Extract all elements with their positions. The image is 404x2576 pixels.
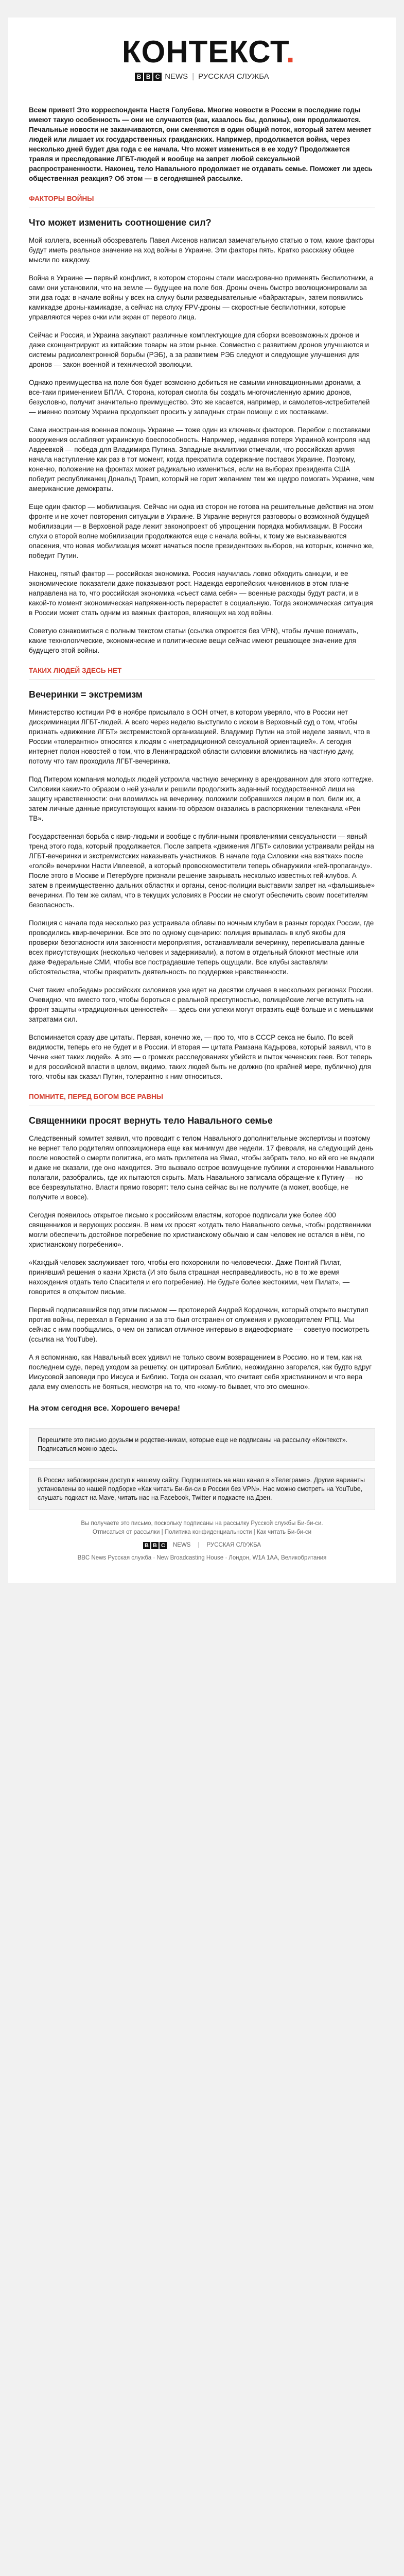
paragraph: Следственный комитет заявил, что проводит с телом Навального дополнительные экспертизы и поэтому не вернет тело родителям оппозиционера еще как минимум две недели. 17 февраля, на следующий день после новостей о смерти политика, его мать прилетела на Ямал, чтобы забрать тело, но ей его не выдали и даже не сказали, где оно находится. Это вызвало острое возмущение публики и сторонники Навального полагали, разобрались, где их пытаются скрыть. Мать Навального записала обращение к Путину — но все безрезультатно. Власти прямо говорят: тело сына сейчас вы не получите (а может, вообще, не получите и вовсе).: [29, 1134, 375, 1201]
paragraph: Сейчас и Россия, и Украина закупают различные комплектующие для сборки всевозможных дронов и даже сконцентрируют из китайские товары на этом рынке. Совместно с развитием дронов улучшаются и системы радиоэлектронной борьбы (РЭБ), а за развитием РЭБ следуют и следующие улучшения для дронов — закон военной и технической эволюции.: [29, 331, 369, 368]
section-title-war: Что может изменить соотношение сил?: [29, 217, 212, 228]
paragraph: Под Питером компания молодых людей устроила частную вечеринку в арендованном для этого коттедже. Силовики каким-то образом о ней узнали и решили продолжить заданный государственной лиши на защиту нравственности: они вломились на вечеринку, положили собравшихся лицом в пол, били их, а затем личные данные присутствующих каким-то образом оказались в распоряжении телеканала «Рен ТВ».: [29, 775, 374, 822]
header: [8, 18, 396, 100]
content: [8, 105, 396, 1413]
footer-line: Вы получаете это письмо, поскольку подписаны на рассылку Русской службы Би-би-си.: [81, 1520, 323, 1527]
paragraph: Полиция с начала года несколько раз устраивала облавы по ночным клубам в разных городах России, где проводились квир-вечеринки. Все это по одному сценарию: полиция врывалась в клуб якобы для проверки безопасности или законности мероприятия, останавливали вечеринку, переписывала данные всех присутствующих (несколько человек и задерживали), а потом в отдельный блокнот местные или даже Федеральные СМИ, чтобы все пострадавшие теперь ощущали. Все клубы заставляли обстоятельства, чтобы прекратить деятельность по поддержке нравственности.: [29, 919, 374, 976]
paragraph: Государственная борьба с квир-людьми и вообще с публичными проявлениями сексуальности — явный тренд этого года, который продолжается. После запрета «движения ЛГБТ» силовики устраивали рейды на ЛГБТ-вечеринки и экстремистских наказывать участников. В начале года Силовики «на взятках» после «голой» вечеринки Насти Ивлеевой, а который провоскоместители теперь обнаружили «гей-пропаганду». После этого в Москве и Петербурге признали решение закрывать несколько известных гей-клубов. А затем в преимущественно дальних областях и органы, сенос-полиции выставили запрет на «фальшивые» вечеринки. По тем же силам, что в текущих условиях в России не смогут обеспечить своим посетителям безопасность.: [29, 833, 375, 909]
paragraph: Сегодня появилось открытое письмо к российским властям, которое подписали уже более 400 священников и верующих россиян. В нем их просят «отдать тело Навального семье, чтобы родственники могли обеспечить достойное погребение по христианскому обычаю и сам человек не остался в нём, по христианскому погребению».: [29, 1211, 371, 1248]
bbc-logo: B B C: [135, 73, 162, 81]
paragraph: Война в Украине — первый конфликт, в котором стороны стали массированно применять беспилотники, а сами они установили, что на земле — будущее на поле боя. Дроны очень быстро эволюционировали за эти два года: в начале войны у всех на слуху были разведывательные «байрактары», затем появились камикадзе дроны-камикадзе, а сейчас на слуху FPV-дроны — скоростные беспилотники, которые управляются через очки или экран от первого лица.: [29, 274, 374, 321]
footer-links[interactable]: Отписаться от рассылки | Политика конфиденциальности | Как читать Би-би-си: [92, 1529, 312, 1535]
paragraph: Сама иностранная военная помощь Украине — тоже один из ключевых факторов. Перебои с поставками вооружения ослабляют украинскую боеспособность. Например, недавняя потеря Украиной контроля над Авдеевкой — победа для Владимира Путина. Западные аналитики отмечали, что российская армия начала наступление как раз в тот момент, когда прекратила содержание поставок Украине. Поэтому, конечно, положение на фронтах может радикально измениться, если на выборах президента США победит республиканец Дональд Трамп, который не горит желанием тем же щедро помогать Украине, чем американские демократы.: [29, 426, 375, 493]
paragraph: Счет таким «победам» российских силовиков уже идет на десятки случаев в нескольких регионах России. Очевидно, что вместо того, чтобы бороться с реальной преступностью, полицейские легче вступить на фронт защиты «традиционных ценностей» — здесь они успехи могут отразить ещё больше и с меньшими затратами сил.: [29, 986, 374, 1023]
email-footer: [29, 1519, 375, 1563]
share-box[interactable]: Перешлите это письмо друзьям и родственникам, которые еще не подписаны на рассылку «Контекст». Подписаться можно здесь.: [29, 1428, 375, 1461]
newsletter: [8, 0, 396, 1583]
section-label-navalny: ПОМНИТЕ, ПЕРЕД БОГОМ ВСЕ РАВНЫ: [29, 1093, 163, 1100]
paragraph: Однако преимущества на поле боя будет возможно добиться не самыми инновационными дронами, а все-таки применением БПЛА. Сторона, которая смогла бы создать многочисленную армию дронов, безусловно, получит значительно преимущество. Это же касается, например, и самолетов-истребителей — именно поэтому Украина продолжает просить у западных стран помощи с их поставками.: [29, 379, 370, 416]
section-title-lgbt: Вечеринки = экстремизм: [29, 689, 143, 700]
paragraph: Наконец, пятый фактор — российская экономика. Россия научилась ловко обходить санкции, и ее экономические показатели даже показывают рост. Надежда европейских чиновников в этом плане направлена на то, что российская экономика «съест сама себя» — военные расходы будут расти, и в какой-то момент экономическая напряженность перерастет в социальную. Тогда экономическая ситуация в России может стать одним из важных факторов, влияющих на ход войны.: [29, 570, 373, 617]
footer-address: BBC News Русская служба · New Broadcasting House · Лондон, W1A 1AA, Великобритания: [77, 1555, 327, 1561]
footer-brand: B B C NEWS | РУССКАЯ СЛУЖБА: [29, 1541, 375, 1550]
logo: КОНТЕКСТ.: [122, 35, 295, 69]
paragraph: «Каждый человек заслуживает того, чтобы его похоронили по-человечески. Даже Понтий Пилат, принявший решения о казни Христа (И это была страшная несправедливость, но в то же время нахождения отдать тело Спасителя и его погребение). Не будьте более жестокими, чем Пилат», — говорится в открытом письме.: [29, 1259, 350, 1296]
news-label: NEWS: [165, 72, 188, 81]
bbc-branding: B B C NEWS | РУССКАЯ СЛУЖБА: [122, 72, 282, 81]
paragraph: Министерство юстиции РФ в ноябре присылало в ООН отчет, в котором уверяло, что в России нет дискриминации ЛГБТ-людей. А всего через неделю выступило с иском в Верховный суд о том, чтобы признать «движение ЛГБТ» экстремистской организацией. Владимир Путин на этой неделе заявил, что в России «толерантно» относятся к людям с «нетрадиционной сексуальной ориентацией». А сегодня интернет полон новостей о том, что в Ленинградской области силовики вломились на частную дачу, потому что там проходила ЛГБТ-вечеринка.: [29, 708, 370, 765]
paragraph: Вспоминается сразу две цитаты. Первая, конечно же, — про то, что в СССР секса не было. По всей видимости, теперь его не будет и в России. И вторая — цитата Рамзана Кадырова, который заявил, что в Чечне «нет таких людей». А это — о громких расследованиях убийств и пыток чеченских геев. Вот теперь и для российской власти в целом, видимо, таких людей быть не должно (по крайней мере, публично) для того, чтобы как сказал Путин, толерантно к ним относиться.: [29, 1033, 372, 1080]
logo-block: [122, 35, 295, 82]
newsletter-card: [8, 18, 396, 1583]
paragraph[interactable]: Советую ознакомиться с полным текстом статьи (ссылка откроется без VPN), чтобы лучше понимать, какие технологические, экономические и политические вещи сейчас имеют решающее значение для будущего этой войны.: [29, 627, 359, 654]
paragraph: Еще один фактор — мобилизация. Сейчас ни одна из сторон не готова на решительные действия на этом фронте и не хочет повторения ситуации в Украине. В Украине вернутся разговоры о возможной будущей мобилизации — в Верховной раде лежит законопроект об упрощении порядка мобилизации. В России слухи о второй волне мобилизации продолжаются еще с начала войны, к тому же высказываются опасения, что новая мобилизация может начаться после президентских выборов, на которых, конечно же, победит Путин.: [29, 503, 374, 560]
paragraph: Мой коллега, военный обозреватель Павел Аксенов написал замечательную статью о том, какие факторы будут иметь реальное значение на ход войны в Украине. Эти факторы пять. Кратко расскажу общее мысли по каждому.: [29, 236, 374, 264]
paragraph[interactable]: Первый подписавшийся под этим письмом — протоиерей Андрей Кордочкин, который открыто выступил против войны, переехал в Германию и за это был отстранен от служения и руководителем РПЦ. Мы сейчас с ним пообщались, о чем он записал отличное интервью в видеоформате — советую посмотреть (ссылка на YouTube).: [29, 1306, 370, 1343]
closing-note: На этом сегодня все. Хорошего вечера!: [29, 1404, 180, 1413]
section-label-war: ФАКТОРЫ ВОЙНЫ: [29, 195, 94, 202]
section-label-lgbt: ТАКИХ ЛЮДЕЙ ЗДЕСЬ НЕТ: [29, 667, 122, 674]
service-label: РУССКАЯ СЛУЖБА: [198, 72, 269, 81]
paragraph: А я вспоминаю, как Навальный всех удивил не только своим возвращением в Россию, но и тем, как на последнем суде, перед уходом за решетку, он цитировал Библию, неожиданно загорелся, как будто вдруг Иисусовой заповеди про Иисуса и Библию. Тогда он сказал, что считает себя христианином и что вера дала ему смелость не бояться, несмотря на то, что «кому-то бывает, что это смешно».: [29, 1353, 372, 1391]
access-box[interactable]: В России заблокирован доступ к нашему сайту. Подпишитесь на наш канал в «Телеграме». Другие варианты установлены во нашей подборке «Как читать Би-би-си в России без VPN». Нас можно смотреть на YouTube, слушать подкаст на Mave, читать нас на Facebook, Twitter и подкасте на Дзен.: [29, 1468, 375, 1510]
section-title-navalny: Священники просят вернуть тело Навального семье: [29, 1115, 273, 1126]
intro: Всем привет! Это корреспондента Настя Голубева. Многие новости в России в последние годы имеют такую особенность — они не случаются (как, казалось бы, должны), они продолжаются. Печальные новости не заканчиваются, они сменяются в один общий поток, который затем меняет людей или лишает их государственных гражданских. Например, продолжается война, через несколько дней будет два года с ее начала. Что может измениться в ее ходу? Продолжается травля и преследование ЛГБТ-людей и вообще на запрет любой сексуальной распространенности. Наконец, тело Навального продолжает не отдавать семье. Поможет ли здесь общественная реакция? Об этом — в сегодняшней рассылке.: [29, 106, 373, 182]
bbc-logo-footer: B B C: [143, 1542, 167, 1549]
